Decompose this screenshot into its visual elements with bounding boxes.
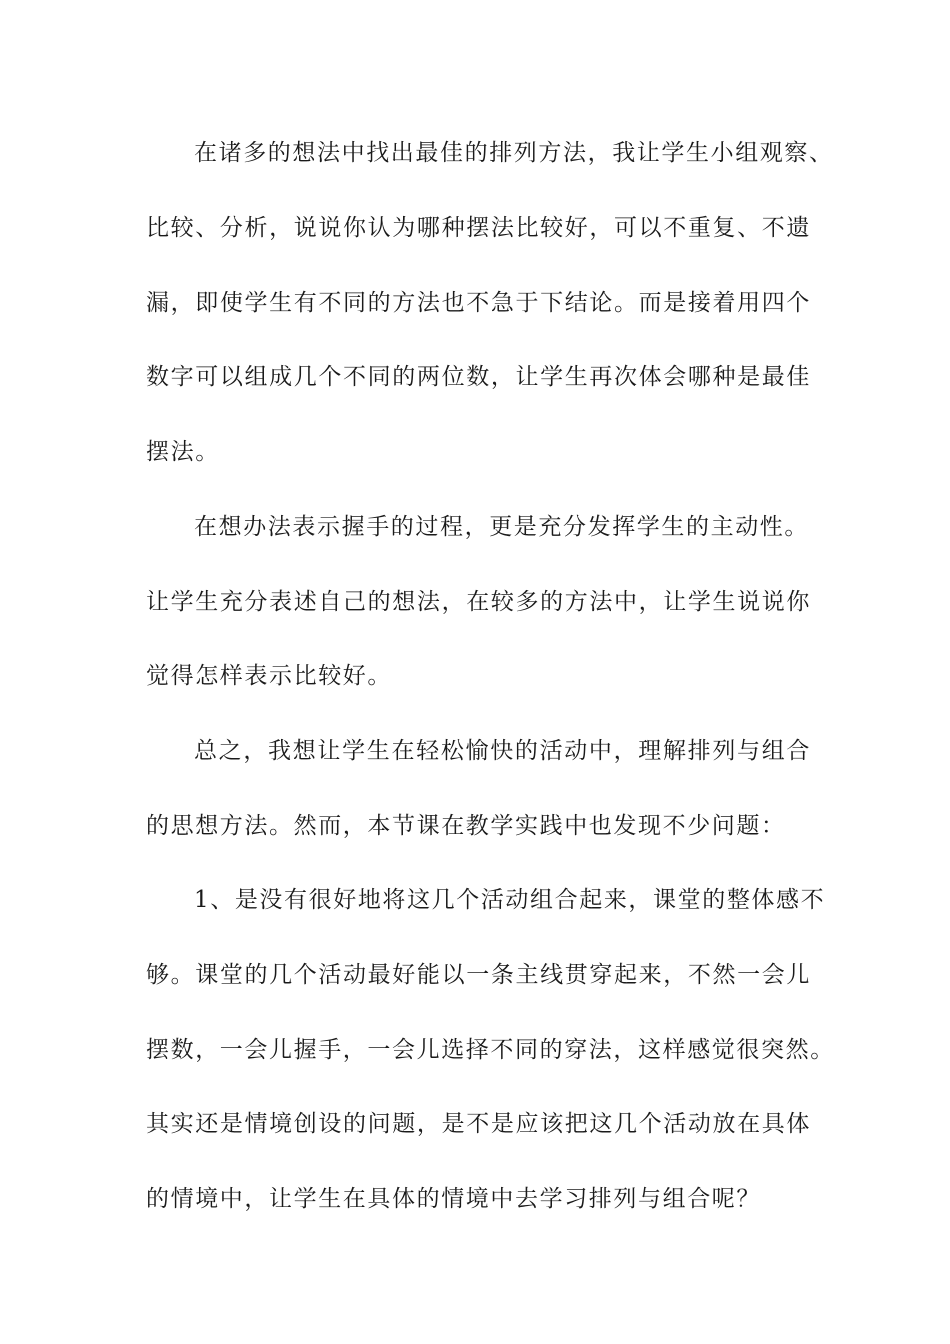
text-line: 摆法。 bbox=[146, 439, 220, 465]
text-line: 觉得怎样表示比较好。 bbox=[146, 663, 392, 689]
text-line: 比较、分析，说说你认为哪种摆法比较好，可以不重复、不遗 bbox=[146, 215, 811, 241]
text-line: 让学生充分表述自己的想法，在较多的方法中，让学生说说你 bbox=[146, 589, 811, 615]
text-line: 数字可以组成几个不同的两位数，让学生再次体会哪种是最佳 bbox=[146, 364, 811, 390]
text-line: 在想办法表示握手的过程，更是充分发挥学生的主动性。 bbox=[194, 514, 809, 540]
text-line: 够。课堂的几个活动最好能以一条主线贯穿起来，不然一会儿 bbox=[146, 962, 811, 988]
text-line: 漏，即使学生有不同的方法也不急于下结论。而是接着用四个 bbox=[146, 290, 811, 316]
text-line: 1、是没有很好地将这几个活动组合起来，课堂的整体感不 bbox=[194, 887, 826, 913]
text-line: 的思想方法。然而，本节课在教学实践中也发现不少问题： bbox=[146, 813, 786, 839]
text-line: 其实还是情境创设的问题，是不是应该把这几个活动放在具体 bbox=[146, 1111, 811, 1137]
text-line: 总之，我想让学生在轻松愉快的活动中，理解排列与组合 bbox=[194, 738, 811, 764]
text-line: 摆数，一会儿握手，一会儿选择不同的穿法，这样感觉很突然。 bbox=[146, 1037, 835, 1063]
text-line: 在诸多的想法中找出最佳的排列方法，我让学生小组观察、 bbox=[194, 140, 834, 166]
text-line: 的情境中，让学生在具体的情境中去学习排列与组合呢？ bbox=[146, 1186, 761, 1212]
